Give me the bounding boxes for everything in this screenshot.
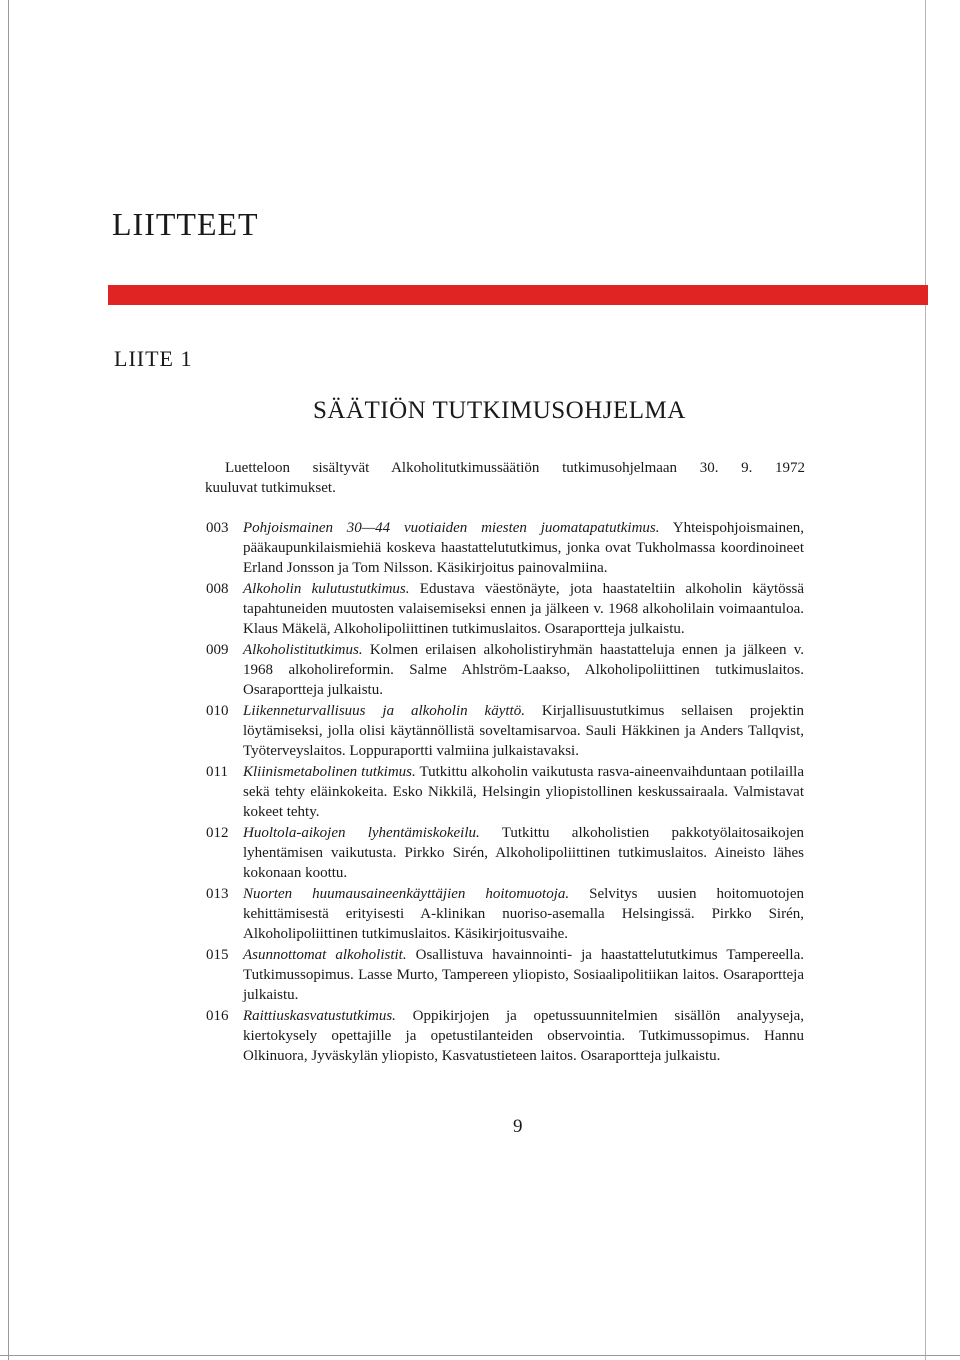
intro-line-1: Luetteloon sisältyvät Alkoholitutkimussäätiön tutkimusohjelmaan 30. 9. 1972	[225, 460, 805, 476]
page-edge-left	[8, 0, 9, 1360]
page-edge-bottom	[0, 1355, 960, 1356]
entry-number: 008	[206, 581, 229, 597]
page-number: 9	[513, 1116, 523, 1137]
entry-title: Alkoholin kulutustutkimus.	[243, 581, 410, 597]
entry-description: Yhteispohjoismainen, pääkaupunkilaismiehiä koskeva haastattelututkimus, jonka ovat Tukholmassa koordinoineet Erland Jonsson ja Tom Nilsson. Käsikirjoitus painovalmiina.	[243, 520, 804, 576]
research-entry	[206, 579, 804, 639]
page-edge-right	[925, 0, 926, 1360]
entry-description: Osallistuva havainnointi- ja haastattelututkimus Tampereella. Tutkimussopimus. Lasse Murto, Tampereen yliopisto, Sosiaalipolitiikan laitos. Osaraportteja julkaistu.	[243, 947, 804, 1003]
entry-description: Kirjallisuustutkimus sellaisen projektin löytämiseksi, jolla olisi käytännöllistä soveltamisarvoa. Sauli Häkkinen ja Anders Tallqvist, Työterveyslaitos. Loppuraportti valmiina julkaistavaksi.	[243, 703, 804, 759]
entry-number: 015	[206, 947, 229, 963]
entry-title: Pohjoismainen 30—44 vuotiaiden miesten juomatapatutkimus.	[243, 520, 660, 536]
research-entry	[206, 1006, 804, 1066]
entry-number: 012	[206, 825, 229, 841]
research-entry	[206, 884, 804, 944]
section-title: SÄÄTIÖN TUTKIMUSOHJELMA	[313, 397, 686, 424]
research-entry	[206, 518, 804, 578]
entry-title: Raittiuskasvatustutkimus.	[243, 1008, 396, 1024]
research-entry	[206, 640, 804, 700]
entry-description: Tutkittu alkoholistien pakkotyölaitosaikojen lyhentämisen vaikutusta. Pirkko Sirén, Alkoholipoliittinen tutkimuslaitos. Aineisto lähes kokonaan koottu.	[243, 825, 805, 881]
entry-description: Selvitys uusien hoitomuotojen kehittämisestä erityisesti A-klinikan nuoriso-asemalla Helsingissä. Pirkko Sirén, Alkoholipoliittinen tutkimuslaitos. Käsikirjoitusvaihe.	[243, 886, 805, 942]
entry-description: Oppikirjojen ja opetussuunnitelmien sisällön analyyseja, kiertokysely opettajille ja opetustilanteiden observointia. Tutkimussopimus. Hannu Olkinuora, Jyväskylän yliopisto, Kasvatustieteen laitos. Osaraportteja julkaistu.	[243, 1008, 804, 1064]
red-divider-band	[108, 285, 928, 305]
page-heading: LIITTEET	[112, 206, 259, 242]
entry-number: 009	[206, 642, 229, 658]
entry-title: Nuorten huumausaineenkäyttäjien hoitomuotoja.	[243, 886, 570, 902]
entry-number: 016	[206, 1008, 229, 1024]
entry-number: 013	[206, 886, 229, 902]
intro-line-2: kuuluvat tutkimukset.	[205, 480, 336, 496]
entry-title: Kliinismetabolinen tutkimus.	[243, 764, 416, 780]
entry-description: Tutkittu alkoholin vaikutusta rasva-aineenvaihduntaan potilailla sekä tehty eläinkokeita. Esko Nikkilä, Helsingin yliopistollinen keskussairaala. Valmistavat kokeet tehty.	[243, 764, 804, 820]
research-entry	[206, 945, 804, 1005]
entry-number: 011	[206, 764, 228, 780]
entry-title: Huoltola-aikojen lyhentämiskokeilu.	[243, 825, 480, 841]
entry-description: Kolmen erilaisen alkoholistiryhmän haastatteluja ennen ja jälkeen v. 1968 alkoholireformin. Salme Ahlström-Laakso, Alkoholipoliittinen tutkimuslaitos. Osaraportteja julkaistu.	[243, 642, 804, 698]
entry-number: 010	[206, 703, 229, 719]
research-entry	[206, 701, 804, 761]
entry-title: Asunnottomat alkoholistit.	[243, 947, 407, 963]
entry-title: Alkoholistitutkimus.	[243, 642, 363, 658]
research-entry	[206, 823, 804, 883]
intro-paragraph	[205, 458, 805, 498]
entry-description: Edustava väestönäyte, jota haastateltiin alkoholin käytössä tapahtuneiden muutosten valaisemiseksi ennen ja jälkeen v. 1968 alkoholilain voimaantuloa. Klaus Mäkelä, Alkoholipoliittinen tutkimuslaitos. Osaraportteja julkaistu.	[243, 581, 804, 637]
appendix-label: LIITE 1	[114, 346, 193, 371]
research-entry	[206, 762, 804, 822]
entry-number: 003	[206, 520, 229, 536]
entry-title: Liikenneturvallisuus ja alkoholin käyttö.	[243, 703, 525, 719]
research-entry-list	[206, 518, 804, 1067]
